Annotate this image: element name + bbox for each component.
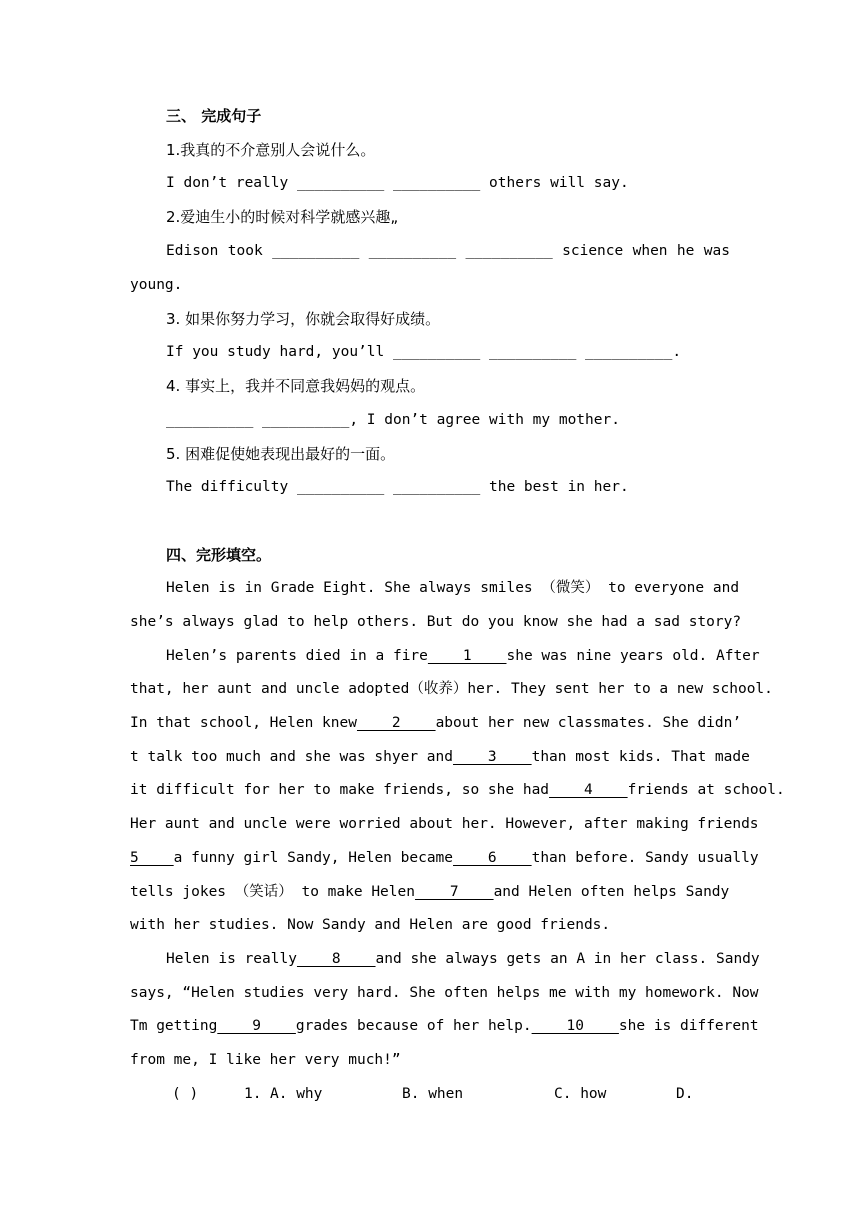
passage-text: than before. Sandy usually xyxy=(531,850,759,866)
question-1-options xyxy=(0,1084,860,1104)
blank-6: 6 xyxy=(453,850,532,866)
passage-line xyxy=(130,882,729,902)
blank-1: 1 xyxy=(427,648,507,664)
blank: __________ xyxy=(368,243,457,259)
word: science xyxy=(562,243,624,259)
passage-line: with her studies. Now Sandy and Helen are good friends. xyxy=(130,917,611,933)
passage-line xyxy=(130,848,759,868)
passage-text: and she always gets an A in her class. Sandy xyxy=(375,951,760,967)
question-5-prompt: 5. 困难促使她表现出最好的一面。 xyxy=(166,445,396,463)
blank-9: 9 xyxy=(217,1018,296,1034)
question-4-sentence: __________ __________, I don’t agree with my mother. xyxy=(166,412,620,428)
question-2-prompt: 2.爱迪生小的时候对科学就感兴趣„ xyxy=(166,208,399,226)
word: Edison xyxy=(166,243,219,259)
passage-line: Her aunt and uncle were worried about her. However, after making friends xyxy=(130,816,759,832)
passage-line xyxy=(130,780,785,800)
question-5-sentence: The difficulty __________ __________ the best in her. xyxy=(166,479,629,495)
passage-text: about her new classmates. She didn’ xyxy=(435,715,742,731)
section-4-heading: 四、完形填空。 xyxy=(166,546,272,564)
word: took xyxy=(227,243,263,259)
passage-line xyxy=(130,1016,759,1036)
question-2-sentence xyxy=(166,241,730,261)
passage-text: t talk too much and she was shyer and xyxy=(130,749,454,765)
passage-text: than most kids. That made xyxy=(531,749,750,765)
option-d[interactable]: D. xyxy=(676,1086,694,1102)
passage-text: and Helen often helps Sandy xyxy=(493,884,730,900)
question-3-prompt: 3. 如果你努力学习，你就会取得好成绩。 xyxy=(166,310,441,328)
question-3-sentence: If you study hard, you’ll __________ __________ __________. xyxy=(166,344,682,360)
blank-2: 2 xyxy=(356,715,436,731)
passage-text: In that school, Helen knew xyxy=(130,715,357,731)
blank-8: 8 xyxy=(296,951,376,967)
passage-line: Helen is in Grade Eight. She always smiles （微笑） to everyone and xyxy=(166,580,740,596)
passage-line xyxy=(130,747,750,767)
passage-line: from me, I like her very much!” xyxy=(130,1052,401,1068)
passage-text: grades because of her help. xyxy=(295,1018,532,1034)
blank-10: 10 xyxy=(531,1018,619,1034)
passage-text: tells jokes （笑话） to make Helen xyxy=(130,884,415,900)
answer-paren[interactable]: ( ) xyxy=(172,1086,199,1102)
passage-text: it difficult for her to make friends, so she had xyxy=(130,782,550,798)
question-4-prompt: 4. 事实上，我并不同意我妈妈的观点。 xyxy=(166,377,426,395)
word: when xyxy=(632,243,668,259)
passage-line: she’s always glad to help others. But do you know she had a sad story? xyxy=(130,614,742,630)
word: was xyxy=(703,243,730,259)
question-1-sentence: I don’t really __________ __________ others will say. xyxy=(166,175,629,191)
option-a[interactable]: A. why xyxy=(270,1086,323,1102)
word: he xyxy=(676,243,695,259)
blank-3: 3 xyxy=(453,749,532,765)
passage-text: Helen is really xyxy=(166,951,297,967)
blank-4: 4 xyxy=(549,782,628,798)
blank: __________ xyxy=(272,243,360,259)
passage-text: Helen’s parents died in a fire xyxy=(166,648,428,664)
passage-text: she was nine years old. After xyxy=(506,648,760,664)
blank-5: 5 xyxy=(130,850,174,866)
passage-line xyxy=(166,646,760,666)
option-b[interactable]: B. when xyxy=(402,1086,464,1102)
passage-line: says, “Helen studies very hard. She often helps me with my homework. Now xyxy=(130,985,759,1001)
section-3-heading: 三、 完成句子 xyxy=(166,107,262,125)
blank-7: 7 xyxy=(414,884,494,900)
question-1-prompt: 1.我真的不介意别人会说什么。 xyxy=(166,141,376,159)
blank: __________ xyxy=(465,243,553,259)
passage-line xyxy=(166,949,760,969)
option-c[interactable]: C. how xyxy=(554,1086,607,1102)
passage-text: friends at school. xyxy=(627,782,785,798)
question-2-continuation: young. xyxy=(130,277,183,293)
passage-line xyxy=(130,713,741,733)
passage-text: she is different xyxy=(618,1018,759,1034)
question-number: 1. xyxy=(244,1086,262,1102)
passage-text: Tm getting xyxy=(130,1018,218,1034)
passage-line: that, her aunt and uncle adopted（收养）her. They sent her to a new school. xyxy=(130,681,773,697)
passage-text: a funny girl Sandy, Helen became xyxy=(173,850,454,866)
